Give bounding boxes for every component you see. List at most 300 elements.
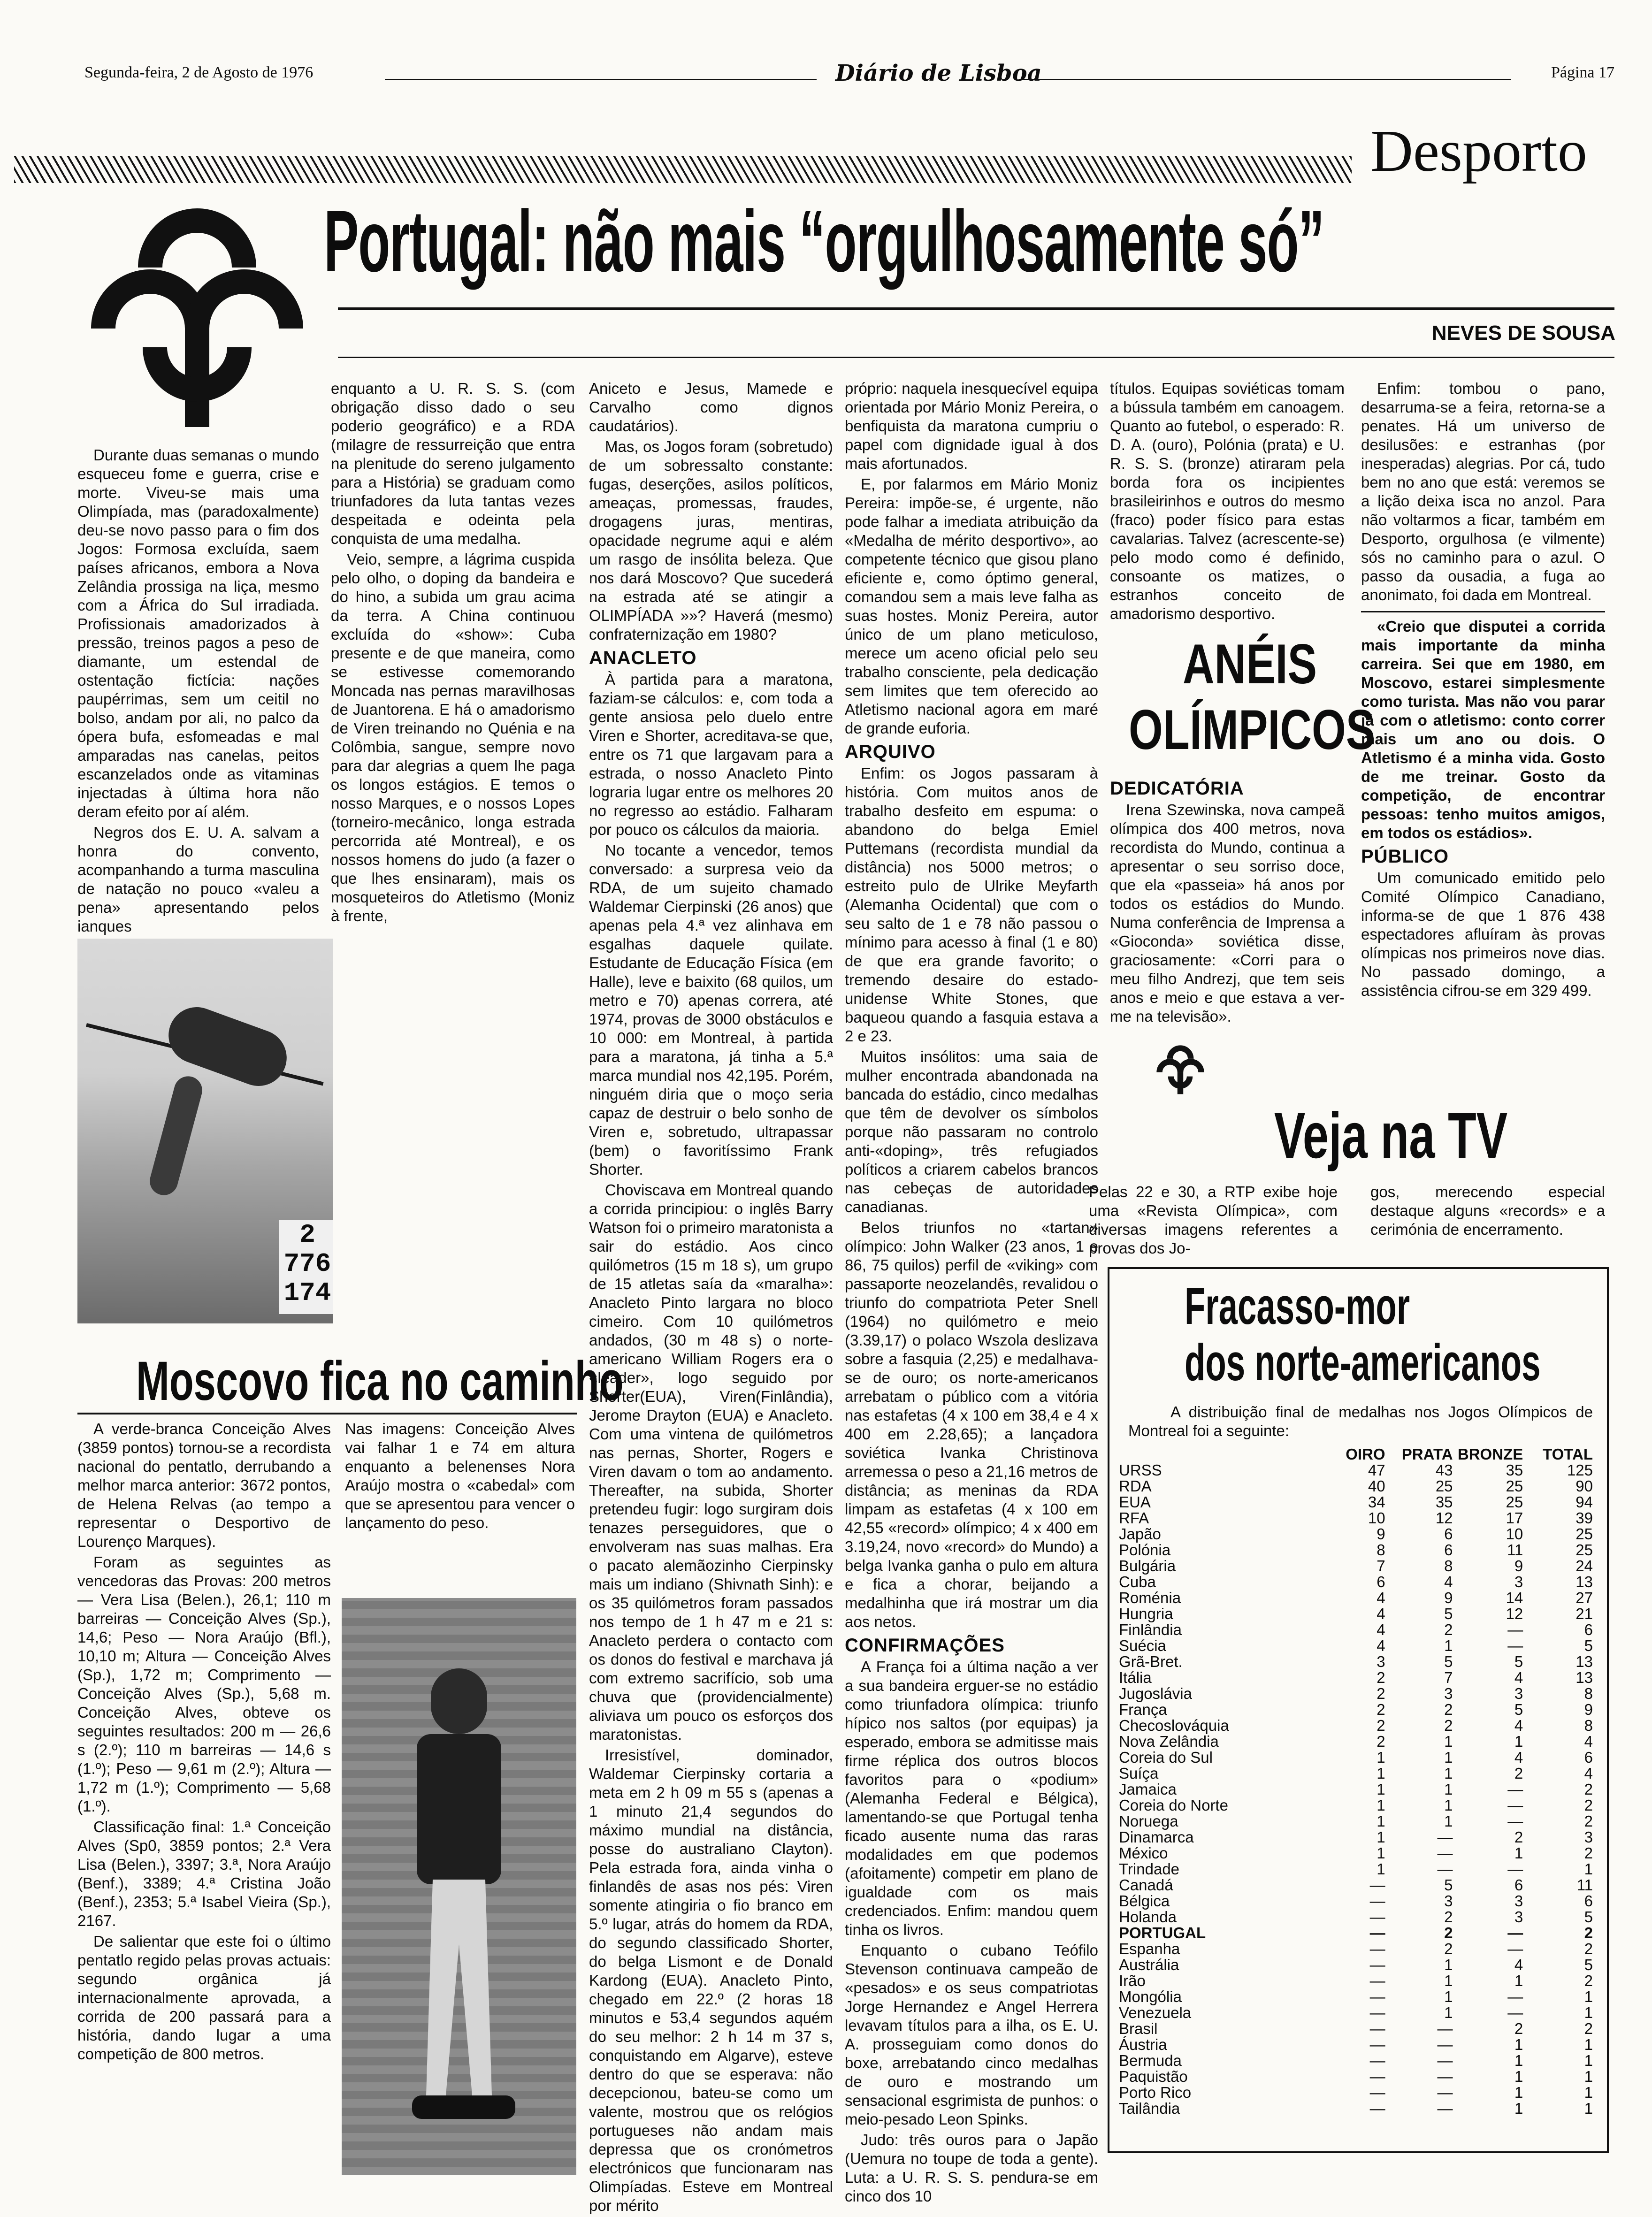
athlete-shoes [412, 2095, 515, 2119]
medal-count: — [1437, 2052, 1453, 2069]
medal-count: 4 [1377, 1589, 1385, 1606]
medal-count: 2 [1584, 1844, 1593, 1862]
header-page-number: Página 17 [1551, 64, 1614, 81]
medal-count: 94 [1576, 1493, 1593, 1511]
medal-count: — [1369, 2004, 1385, 2021]
subheading-publico: PÚBLICO [1361, 846, 1449, 867]
tv-text-right: gos, merecendo especial destaque alguns «records» e a cerimónia de encerramento. [1370, 1183, 1605, 1238]
medal-count: 12 [1506, 1605, 1523, 1622]
medal-count: 17 [1506, 1509, 1523, 1527]
medal-country: Canadá [1119, 1876, 1173, 1894]
montreal-olympic-logo-small [1152, 1044, 1208, 1098]
medal-count: 3 [1584, 1828, 1593, 1846]
medal-count: 6 [1584, 1621, 1593, 1638]
medal-table-row [1119, 1638, 1598, 1654]
paragraph: Irena Szewinska, nova campeã olímpica dos 400 metros, nova recordista do Mundo, continua a apresentar o seu sorriso doce, que ela «passeia» há anos por todos os estádios do Mundo. Numa conferência de Imprensa a «Gioconda» soviética disse, graciosamente: «Corri para o meu filho Andrezj, que tem seis anos e meio e que estava a ver-me na televisão». [1110, 801, 1345, 1025]
medal-count: — [1437, 1828, 1453, 1846]
medal-country: RDA [1119, 1477, 1152, 1495]
main-headline: Portugal: não mais “orgulhosamente só” [324, 193, 1324, 290]
medal-count: — [1437, 2068, 1453, 2085]
medal-table [1119, 1446, 1598, 2117]
medal-table-row [1119, 2101, 1598, 2117]
medal-count: 2 [1444, 1908, 1453, 1926]
paragraph: Belos triunfos no «tartan» olímpico: John Walker (23 anos, 1 e 86, 75 quilos) perfil de «viking» com passaporte neozelandês, revalidou o triunfo do compatriota Peter Snell (1964) no quilómetro e meio (3.39,17) o polaco Wszola deslizava sobre a fasquia (2,25) e medalhava-se de ouro; os norte-americanos arrebatam o público com a vitória nas estafetas (4 x 100 em 38,4 e 4 x 400 em 2.28,65); a lançadora soviética Ivanka Christinova arremessa o peso a 21,16 metros de distância; as meninas da RDA limpam as estafetas (4 x 100 em 42,55 «record» olímpico; 4 x 400 em 3.19,24, novo «record» do Mundo) a belga Ivanka ganha o pulo em altura e fica a chorar, beijando a medalhinha que irá mostrar um dia aos netos. [845, 1219, 1098, 1630]
medal-country: PORTUGAL [1119, 1924, 1206, 1942]
medal-count: 3 [1514, 1892, 1523, 1910]
medal-count: 27 [1576, 1589, 1593, 1606]
medal-count: — [1437, 2100, 1453, 2117]
medal-count: 13 [1576, 1573, 1593, 1590]
dedicatoria-block [1110, 774, 1345, 1028]
medal-count: 8 [1377, 1541, 1385, 1559]
medal-count: — [1437, 1860, 1453, 1878]
medal-count: 2 [1584, 1781, 1593, 1798]
medal-table-row [1119, 2085, 1598, 2101]
medal-country: Coreia do Sul [1119, 1749, 1213, 1766]
medal-count: 34 [1368, 1493, 1385, 1511]
medal-count: 1 [1514, 1972, 1523, 1989]
medal-count: — [1369, 2100, 1385, 2117]
paragraph: Irresistível, dominador, Waldemar Cierpinsky cortaria a meta em 2 h 09 m 55 s (apenas a 1 minuto 21,4 segundos do máximo mundial na distância, posse do australiano Clayton). Pela estrada fora, ainda vinha o finlandês de asas nos pés: Viren somente atingiria o fio branco em 5.º lugar, atrás do homem da RDA, do segundo classificado Shorter, do belga Lismont e de Donald Kardong (EUA). Anacleto Pinto, chegado em 22.º (2 horas 18 minutos e 53,4 segundos aquém do seu melhor: 2 h 14 m 37 s, conquistando em Algarve), esteve dentro do que se esperava: não decepcionou, bateu-se como um valente, mostrou que os relógios portugueses não andam mais depressa que os cronómetros electrónicos que funcionaram nas Olimpíadas. Esteve em Montreal por mérito [589, 1746, 833, 2214]
medal-count: 1 [1584, 2100, 1593, 2117]
medal-table-row [1119, 1893, 1598, 1909]
medal-count: 3 [1444, 1892, 1453, 1910]
montreal-olympic-logo [70, 206, 324, 441]
medal-country: Checoslováquia [1119, 1717, 1229, 1734]
medal-count: 2 [1584, 2020, 1593, 2037]
medal-count: 1 [1444, 1797, 1453, 1814]
medal-table-row [1119, 1574, 1598, 1590]
medal-count: 4 [1584, 1733, 1593, 1750]
medal-country: Trindade [1119, 1860, 1180, 1878]
medal-count: 35 [1506, 1461, 1523, 1479]
medal-count: 1 [1584, 1988, 1593, 2005]
medal-table-header [1119, 1446, 1598, 1462]
medal-count: 2 [1584, 1940, 1593, 1957]
medal-count: 3 [1514, 1573, 1523, 1590]
athlete-torso [417, 1734, 501, 1884]
col-header-oiro: OIRO [1346, 1445, 1385, 1463]
athlete-legs [426, 1880, 492, 2095]
medal-count: 6 [1444, 1541, 1453, 1559]
tv-title: Veja na TV [1274, 1100, 1508, 1172]
medal-country: Jamaica [1119, 1781, 1177, 1798]
moscovo-rule [77, 1413, 577, 1414]
medal-table-intro: A distribuição final de medalhas nos Jogos Olímpicos de Montreal foi a seguinte: [1128, 1403, 1593, 1439]
medal-table-row [1119, 1813, 1598, 1829]
medal-count: 6 [1584, 1749, 1593, 1766]
medal-count: — [1369, 1892, 1385, 1910]
moscovo-col-a [77, 1420, 331, 2065]
paragraph: De salientar que este foi o último pentatlo regido pelas provas actuais: segundo orgânica já internacionalmente aprovada, a corrida de 200 passará para a história, dando lugar a uma competição de 800 metros. [77, 1933, 331, 2063]
medal-table-row [1119, 1702, 1598, 1718]
medal-country: RFA [1119, 1509, 1149, 1527]
medal-table-row [1119, 1526, 1598, 1542]
medal-count: 7 [1377, 1557, 1385, 1575]
medal-table-row [1119, 1797, 1598, 1813]
medal-country: Mongólia [1119, 1988, 1182, 2005]
medal-country: Porto Rico [1119, 2084, 1192, 2101]
medal-count: 2 [1444, 1717, 1453, 1734]
medal-country: Suécia [1119, 1637, 1166, 1654]
page-header [84, 60, 1614, 93]
medal-count: 1 [1377, 1749, 1385, 1766]
paragraph: Um comunicado emitido pelo Comité Olímpico Canadiano, informa-se de que 1 876 438 espectadores afluíram às provas olímpicas nos primeiros nove dias. No passado domingo, a assistência cifrou-se em 329 499. [1361, 869, 1605, 999]
medal-count: — [1507, 1860, 1523, 1878]
medal-country: México [1119, 1844, 1168, 1862]
medal-count: — [1369, 2068, 1385, 2085]
photo-high-jump [77, 939, 333, 1323]
paragraph: enquanto a U. R. S. S. (com obrigação disso dado o seu poderio geográfico) e a RDA (milagre de ressurreição que entra na plenitude do sereno julgamento para a História) se graduam como triunfadores da luta tantas vezes despeitada e odeinta pela conquista de uma medalha. [331, 380, 575, 547]
medal-table-row [1119, 2037, 1598, 2053]
paragraph: Choviscava em Montreal quando a corrida principiou: o inglês Barry Watson foi o primeiro maratonista a sair do estádio. Aos cinco quilómetros (15 m 18 s), um grupo de 15 atletas saía da «maralha»: Anacleto Pinto largara no bloco cimeiro. Com 10 quilómetros andados, (30 m 48 s) o norte-americano William Rogers era o «leader», logo seguido por Shorter(EUA), Viren(Finlândia), Jerome Drayton (EUA) e Anacleto. Com uma vintena de quilómetros nas pernas, Shorter, Rogers e Viren davam o tom ao andamento. Thereafter, na subida, Shorter pretendeu fugir: logo surgiram dois tenazes perseguidores, que o envolveram nas suas malhas. Era o pacato alemãozinho Cierpinsky mais um indiano (Shivnath Sinh): e os 35 quilómetros foram passados nos tempo de 1 h 47 m e 21 s: Anacleto perdera o contacto com os donos do festival e marchava já com extremo sacrifício, sob uma chuva que (providencialmente) aliviava um pouco os esforços dos maratonistas. [589, 1181, 833, 1743]
medal-table-row [1119, 1670, 1598, 1686]
subheading-arquivo: ARQUIVO [845, 742, 936, 762]
medal-count: 4 [1584, 1765, 1593, 1782]
medal-count: — [1507, 1637, 1523, 1654]
medal-count: 5 [1584, 1908, 1593, 1926]
medal-count: 1 [1444, 1988, 1453, 2005]
medal-count: 2 [1444, 1621, 1453, 1638]
medal-count: 47 [1368, 1461, 1385, 1479]
medal-count: 2 [1377, 1669, 1385, 1686]
medal-table-row [1119, 1542, 1598, 1558]
col-header-bronze: BRONZE [1457, 1445, 1523, 1463]
medal-count: 10 [1506, 1525, 1523, 1543]
medal-table-row [1119, 1590, 1598, 1606]
medal-count: — [1507, 1781, 1523, 1798]
medal-count: 1 [1584, 2084, 1593, 2101]
medal-count: 1 [1377, 1797, 1385, 1814]
moscovo-headline: Moscovo fica no caminho [136, 1350, 624, 1412]
medal-country: Espanha [1119, 1940, 1180, 1957]
medal-count: 2 [1514, 1828, 1523, 1846]
article-col-2 [331, 379, 575, 927]
medal-count: — [1369, 2052, 1385, 2069]
medal-count: 4 [1514, 1956, 1523, 1973]
medal-count: 3 [1444, 1685, 1453, 1702]
paragraph: próprio: naquela inesquecível equipa orientada por Mário Moniz Pereira, o benfiquista da maratona cumpriu o papel com dignidade igual à dos mais afortunados. [845, 380, 1098, 472]
medal-count: — [1437, 2036, 1453, 2053]
subheading-confirmacoes: CONFIRMAÇÕES [845, 1635, 1005, 1656]
medal-country: URSS [1119, 1461, 1162, 1479]
byline-rule [338, 357, 1614, 358]
medal-count: 1 [1584, 1860, 1593, 1878]
medal-country: Nova Zelândia [1119, 1733, 1219, 1750]
medal-count: 1 [1444, 1781, 1453, 1798]
photo-shot-put [342, 1598, 576, 2175]
medal-count: 12 [1435, 1509, 1453, 1527]
medal-country: Japão [1119, 1525, 1161, 1543]
medal-country: Paquistão [1119, 2068, 1188, 2085]
medal-count: 21 [1576, 1605, 1593, 1622]
medal-table-box [1108, 1267, 1609, 2153]
medal-country: Suíça [1119, 1765, 1159, 1782]
medal-count: — [1437, 1844, 1453, 1862]
medal-count: 35 [1435, 1493, 1453, 1511]
medal-country: França [1119, 1701, 1167, 1718]
medal-count: 1 [1377, 1812, 1385, 1830]
col-header-prata: PRATA [1401, 1445, 1453, 1463]
medal-country: Polónia [1119, 1541, 1171, 1559]
medal-count: 24 [1576, 1557, 1593, 1575]
bib-line-3: 174 [283, 1278, 331, 1308]
medal-count: 4 [1514, 1669, 1523, 1686]
medal-count: 3 [1514, 1685, 1523, 1702]
medal-count: — [1507, 1621, 1523, 1638]
medal-table-row [1119, 1845, 1598, 1861]
medal-count: — [1507, 1940, 1523, 1957]
subheading-dedicatoria: DEDICATÓRIA [1110, 778, 1244, 799]
medal-table-row [1119, 1925, 1598, 1941]
paragraph: Enfim: os Jogos passaram à história. Com muitos anos de trabalho desfeito em espuma: o abandono do belga Emiel Puttemans (recordista mundial da distância) nos 5000 metros; o estreito pulo de Ulrike Meyfarth (Alemanha Ocidental) que com o seu salto de 1 e 78 não passou o mínimo para acesso à final (1 e 80) de que era grande favorito; o tremendo desaire do estado-unidense White Stones, que baqueou quando a fasquia estava a 2 e 23. [845, 764, 1098, 1045]
medal-count: — [1507, 1988, 1523, 2005]
medal-count: 40 [1368, 1477, 1385, 1495]
medal-count: 25 [1435, 1477, 1453, 1495]
medal-count: — [1369, 2036, 1385, 2053]
medal-table-row [1119, 1510, 1598, 1526]
medal-table-row [1119, 1686, 1598, 1702]
medal-count: 1 [1444, 1956, 1453, 1973]
medal-table-row [1119, 1478, 1598, 1494]
medal-count: — [1369, 2084, 1385, 2101]
bib-line-2: 776 [283, 1249, 331, 1279]
article-col-3 [589, 379, 833, 2217]
medal-count: 5 [1444, 1876, 1453, 1894]
medal-count: 13 [1576, 1669, 1593, 1686]
medal-count: 2 [1514, 1765, 1523, 1782]
jumper-legs [146, 1073, 205, 1199]
paragraph: Enquanto o cubano Teófilo Stevenson continuava campeão de «pesados» e os seus compatriotas Jorge Hernandez e Angel Herrera levavam títulos para a ilha, os E. U. A. prosseguiam como donos do boxe, arrebatando cinco medalhas de ouro e mostrando um sensacional esgrimista de punhos: o meio-pesado Leon Spinks. [845, 1942, 1098, 2128]
byline: NEVES DE SOUSA [1431, 321, 1615, 344]
medal-country: Noruega [1119, 1812, 1178, 1830]
medal-country: Irão [1119, 1972, 1146, 1989]
article-col-6 [1361, 379, 1605, 1002]
medal-count: 1 [1444, 1765, 1453, 1782]
medal-count: 2 [1444, 1940, 1453, 1957]
medal-country: Venezuela [1119, 2004, 1192, 2021]
medal-table-row [1119, 1622, 1598, 1638]
medal-count: 1 [1584, 2052, 1593, 2069]
tv-text-left: Pelas 22 e 30, a RTP exibe hoje uma «Revista Olímpica», com diversas imagens referentes a provas dos Jo- [1089, 1183, 1338, 1257]
article-col-1 [77, 446, 319, 938]
medal-country: Bermuda [1119, 2052, 1182, 2069]
medal-count: 6 [1514, 1876, 1523, 1894]
medal-table-title-2: dos norte-americanos [1185, 1334, 1541, 1391]
medal-count: 9 [1584, 1701, 1593, 1718]
masthead: Diário de Lisboa [835, 60, 1042, 86]
medal-count: 2 [1377, 1701, 1385, 1718]
bib-line-1: 2 [299, 1220, 315, 1250]
medal-country: Itália [1119, 1669, 1152, 1686]
medal-table-title-1: Fracasso-mor [1185, 1277, 1410, 1335]
medal-count: — [1437, 2084, 1453, 2101]
medal-count: 5 [1584, 1956, 1593, 1973]
medal-count: 2 [1584, 1812, 1593, 1830]
paragraph: À partida para a maratona, faziam-se cálculos: e, com toda a gente ansiosa pelo duelo entre Viren e Shorter, acreditava-se que, entre os 71 que largavam para a estrada, o nosso Anacleto Pinto lograria lugar entre os melhores 20 no regresso ao estádio. Falharam por pouco os cálculos da maioria. [589, 671, 833, 838]
medal-count: 3 [1514, 1908, 1523, 1926]
medal-count: 2 [1584, 1972, 1593, 1989]
photo-caption: Nas imagens: Conceição Alves vai falhar 1 e 74 em altura enquanto a belenenses Nora Araújo mostra o «cabedal» com que se apresentou para vencer o lançamento do peso. [345, 1420, 575, 1531]
medal-count: 1 [1514, 2084, 1523, 2101]
medal-count: 2 [1444, 1701, 1453, 1718]
medal-count: 6 [1584, 1892, 1593, 1910]
medal-country: Austrália [1119, 1956, 1179, 1973]
medal-count: 2 [1514, 2020, 1523, 2037]
col-header-total: TOTAL [1543, 1445, 1593, 1463]
medal-count: 1 [1377, 1844, 1385, 1862]
header-rule-right [1018, 79, 1511, 80]
medal-country: Bulgária [1119, 1557, 1176, 1575]
medal-table-row [1119, 1606, 1598, 1622]
medal-table-row [1119, 1494, 1598, 1510]
medal-count: 125 [1567, 1461, 1593, 1479]
section-title: Desporto [1370, 119, 1587, 184]
medal-table-row [1119, 1957, 1598, 1973]
medal-count: 90 [1576, 1477, 1593, 1495]
medal-table-row [1119, 1654, 1598, 1670]
medal-count: — [1507, 1812, 1523, 1830]
medal-count: 5 [1444, 1653, 1453, 1670]
medal-count: 8 [1584, 1717, 1593, 1734]
medal-country: Grã-Bret. [1119, 1653, 1183, 1670]
medal-table-row [1119, 1941, 1598, 1957]
paragraph: Veio, sempre, a lágrima cuspida pelo olho, o doping da bandeira e do hino, a subida um grau acima da terra. A China continuou excluída do «show»: Cuba presente e de que maneira, como se estivesse comemorando Moncada nas pernas maravilhosas de Juantorena. E há o amadorismo de Viren treinando no Quénia e na Colômbia, sangue, sempre novo para dar alegrias a quem lhe paga os longos estágios. E temos o nosso Marques, e o nossos Lopes (torneiro-mecânico, longa estrada percorrida até Montreal), e os nossos homens do judo (a fazer o que lhes ensinaram), mais os mosqueteiros do Atletismo (Moniz à frente, [331, 550, 575, 925]
paragraph: Muitos insólitos: uma saia de mulher encontrada abandonada na bancada do estádio, cinco medalhas que têm de devolver os símbolos porque não passaram no controlo anti-«doping», três refugiados políticos a criarem cabelos brancos nas cebeças de autoridades canadianas. [845, 1048, 1098, 1216]
medal-country: Coreia do Norte [1119, 1797, 1228, 1814]
medal-count: 1 [1514, 2068, 1523, 2085]
medal-country: Áustria [1119, 2036, 1167, 2053]
medal-count: 1 [1514, 1844, 1523, 1862]
medal-count: 1 [1444, 2004, 1453, 2021]
paragraph: Aniceto e Jesus, Mamede e Carvalho como dignos caudatários). [589, 380, 833, 435]
szewinska-quote: «Creio que disputei a corrida mais importante da minha carreira. Sei que em 1980, em Moscovo, estarei simplesmente como turista. Mas não vou parar já com o atletismo: conto correr mais um ano ou dois. O Atletismo é a minha vida. Gosto de me treinar. Gosto da competição, de encontrar pessoas: tenho muitos amigos, em todos os estádios». [1361, 618, 1605, 841]
medal-count: 5 [1514, 1701, 1523, 1718]
header-rule-left [385, 79, 817, 80]
medal-count: 1 [1377, 1828, 1385, 1846]
paragraph: Enfim: tombou o pano, desarruma-se a feira, retorna-se a penates. Há um universo de desilusões: e estranhas (por inesperadas) alegrias. Por cá, tudo bem no ano que está: veremos se a lição deixa isca no anzol. Para não voltarmos a ficar, também em Desporto, orgulhosa (e vilmente) sós no caminho para o azul. O passo da ousadia, a fuga ao anonimato, foi dada em Montreal. [1361, 380, 1605, 604]
medal-count: 1 [1377, 1860, 1385, 1878]
paragraph: A verde-branca Conceição Alves (3859 pontos) tornou-se a recordista nacional do pentatlo, derrubando a melhor marca anterior: 3672 pontos, de Helena Relvas (ao tempo a representar o Desportivo de Lourenço Marques). [77, 1420, 331, 1550]
medal-country: Brasil [1119, 2020, 1158, 2037]
medal-count: 5 [1514, 1653, 1523, 1670]
medal-count: — [1437, 2020, 1453, 2037]
medal-table-row [1119, 1861, 1598, 1877]
article-col-5 [1110, 379, 1345, 625]
header-date: Segunda-feira, 2 de Agosto de 1976 [84, 64, 314, 81]
paragraph: títulos. Equipas soviéticas tomam a bússula também em canoagem. Quanto ao futebol, o esperado: R. D. A. (ouro), Polónia (prata) e U. R. S. S. (bronze) atiraram pela borda fora os incipientes brasileirinhos e outros do mesmo (fraco) poder físico para estas cavalarias. Talvez (acrescente-se) pelo modo como é definido, consoante os matizes, o estranhos conceito de amadorismo desportivo. [1110, 380, 1345, 622]
paragraph: No tocante a vencedor, temos conversado: a surpresa veio da RDA, de um sujeito chamado Waldemar Cierpinski (26 anos) que apenas pela 4.ª vez alinhava em esgalhas daquele quilate. Estudante de Educação Física (em Halle), leve e baixito (68 quilos, um metro e 70) apenas correra, até 1974, provas de 3000 obstáculos e 10 000: em Montreal, à partida para a maratona, já tinha a 5.ª marca mundial nos 42,195. Porém, ninguém diria que o moço seria capaz de destruir o belo sonho de Viren e, sobretudo, ultrapassar (bem) o favoritíssimo Frank Shorter. [589, 841, 833, 1178]
medal-table-row [1119, 1462, 1598, 1478]
medal-table-row [1119, 1973, 1598, 1989]
medal-table-row [1119, 1766, 1598, 1781]
medal-count: 8 [1444, 1557, 1453, 1575]
medal-count: 9 [1377, 1525, 1385, 1543]
medal-count: 7 [1444, 1669, 1453, 1686]
medal-count: 2 [1377, 1717, 1385, 1734]
medal-count: 6 [1444, 1525, 1453, 1543]
headline-rule [338, 307, 1614, 310]
paragraph: Classificação final: 1.ª Conceição Alves (Sp0, 3859 pontos; 2.ª Vera Lisa (Belen.), 3397; 3.ª, Nora Araújo (Benf.), 3389; 4.ª Cristina João (Benf.), 2353; 5.ª Isabel Vieira (Sp.), 2167. [77, 1818, 331, 1929]
medal-count: — [1369, 1876, 1385, 1894]
medal-country: Holanda [1119, 1908, 1177, 1926]
medal-count: 1 [1444, 1637, 1453, 1654]
medal-count: 14 [1506, 1589, 1523, 1606]
medal-count: 1 [1514, 2036, 1523, 2053]
medal-count: 1 [1377, 1765, 1385, 1782]
medal-count: 1 [1377, 1781, 1385, 1798]
medal-table-row [1119, 1829, 1598, 1845]
medal-count: 3 [1377, 1653, 1385, 1670]
medal-table-row [1119, 1877, 1598, 1893]
medal-table-row [1119, 1734, 1598, 1750]
medal-count: 4 [1514, 1717, 1523, 1734]
paragraph: Mas, os Jogos foram (sobretudo) de um sobressalto constante: fugas, deserções, asilos políticos, ameaças, promessas, fraudes, drogagens juras, mentiras, opacidade negrume aqui e além um rasgo de insólita beleza. Que nos dará Moscovo? Que sucederá na estrada até se atingir a OLIMPÍADA »»? Haverá (mesmo) confraternização em 1980? [589, 438, 833, 643]
column-rule [1361, 611, 1605, 612]
medal-country: Cuba [1119, 1573, 1156, 1590]
medal-count: 1 [1514, 2100, 1523, 2117]
medal-table-row [1119, 1750, 1598, 1766]
medal-count: 25 [1576, 1541, 1593, 1559]
medal-count: 4 [1377, 1605, 1385, 1622]
medal-table-row [1119, 2053, 1598, 2069]
medal-count: 25 [1506, 1477, 1523, 1495]
medal-count: 2 [1584, 1797, 1593, 1814]
medal-count: 2 [1377, 1685, 1385, 1702]
paragraph: Judo: três ouros para o Japão (Uemura no toupe de toda a gente). Luta: a U. R. S. S. pendura-se em cinco dos 10 [845, 2131, 1098, 2205]
medal-count: 11 [1507, 1541, 1523, 1559]
medal-table-row [1119, 1781, 1598, 1797]
medal-count: 1 [1514, 2052, 1523, 2069]
medal-count: 1 [1584, 2004, 1593, 2021]
medal-country: Dinamarca [1119, 1828, 1194, 1846]
medal-count: 1 [1444, 1733, 1453, 1750]
paragraph: E, por falarmos em Mário Moniz Pereira: impõe-se, é urgente, não pode falhar a imediata atribuição da «Medalha de mérito desportivo», ao competente técnico que gisou plano eficiente e, como óptimo general, comandou sem a mais leve falha as suas hostes. Moniz Pereira, autor único de um plano meticuloso, merece um aceno oficial pelo seu trabalho consciente, pela dedicação sem limites que tem oferecido ao Atletismo nacional agora em maré de grande euforia. [845, 475, 1098, 737]
medal-count: 4 [1444, 1573, 1453, 1590]
medal-table-row [1119, 1909, 1598, 1925]
medal-count: — [1507, 1797, 1523, 1814]
aneis-title-line1: ANÉIS [1183, 633, 1317, 696]
medal-count: 4 [1377, 1637, 1385, 1654]
athlete-head [431, 1668, 487, 1734]
medal-count: 4 [1514, 1749, 1523, 1766]
medal-count: 1 [1584, 2036, 1593, 2053]
medal-country: Finlândia [1119, 1621, 1182, 1638]
medal-count: 9 [1444, 1589, 1453, 1606]
medal-count: — [1369, 1988, 1385, 2005]
medal-count: 2 [1377, 1733, 1385, 1750]
medal-count: 10 [1368, 1509, 1385, 1527]
article-col-4 [845, 379, 1098, 2208]
medal-count: 5 [1584, 1637, 1593, 1654]
medal-count: 9 [1514, 1557, 1523, 1575]
medal-count: 2 [1584, 1924, 1593, 1942]
medal-country: Hungria [1119, 1605, 1173, 1622]
medal-country: Bélgica [1119, 1892, 1170, 1910]
medal-country: Tailândia [1119, 2100, 1180, 2117]
medal-table-row [1119, 1989, 1598, 2005]
medal-count: 11 [1576, 1876, 1593, 1894]
medal-count: — [1369, 1972, 1385, 1989]
medal-count: — [1507, 1924, 1523, 1942]
medal-country: Jugoslávia [1119, 1685, 1192, 1702]
medal-count: 13 [1576, 1653, 1593, 1670]
medal-country: EUA [1119, 1493, 1151, 1511]
medal-count: 1 [1444, 1812, 1453, 1830]
medal-table-row [1119, 2021, 1598, 2037]
medal-table-row [1119, 2005, 1598, 2021]
medal-count: 25 [1576, 1525, 1593, 1543]
